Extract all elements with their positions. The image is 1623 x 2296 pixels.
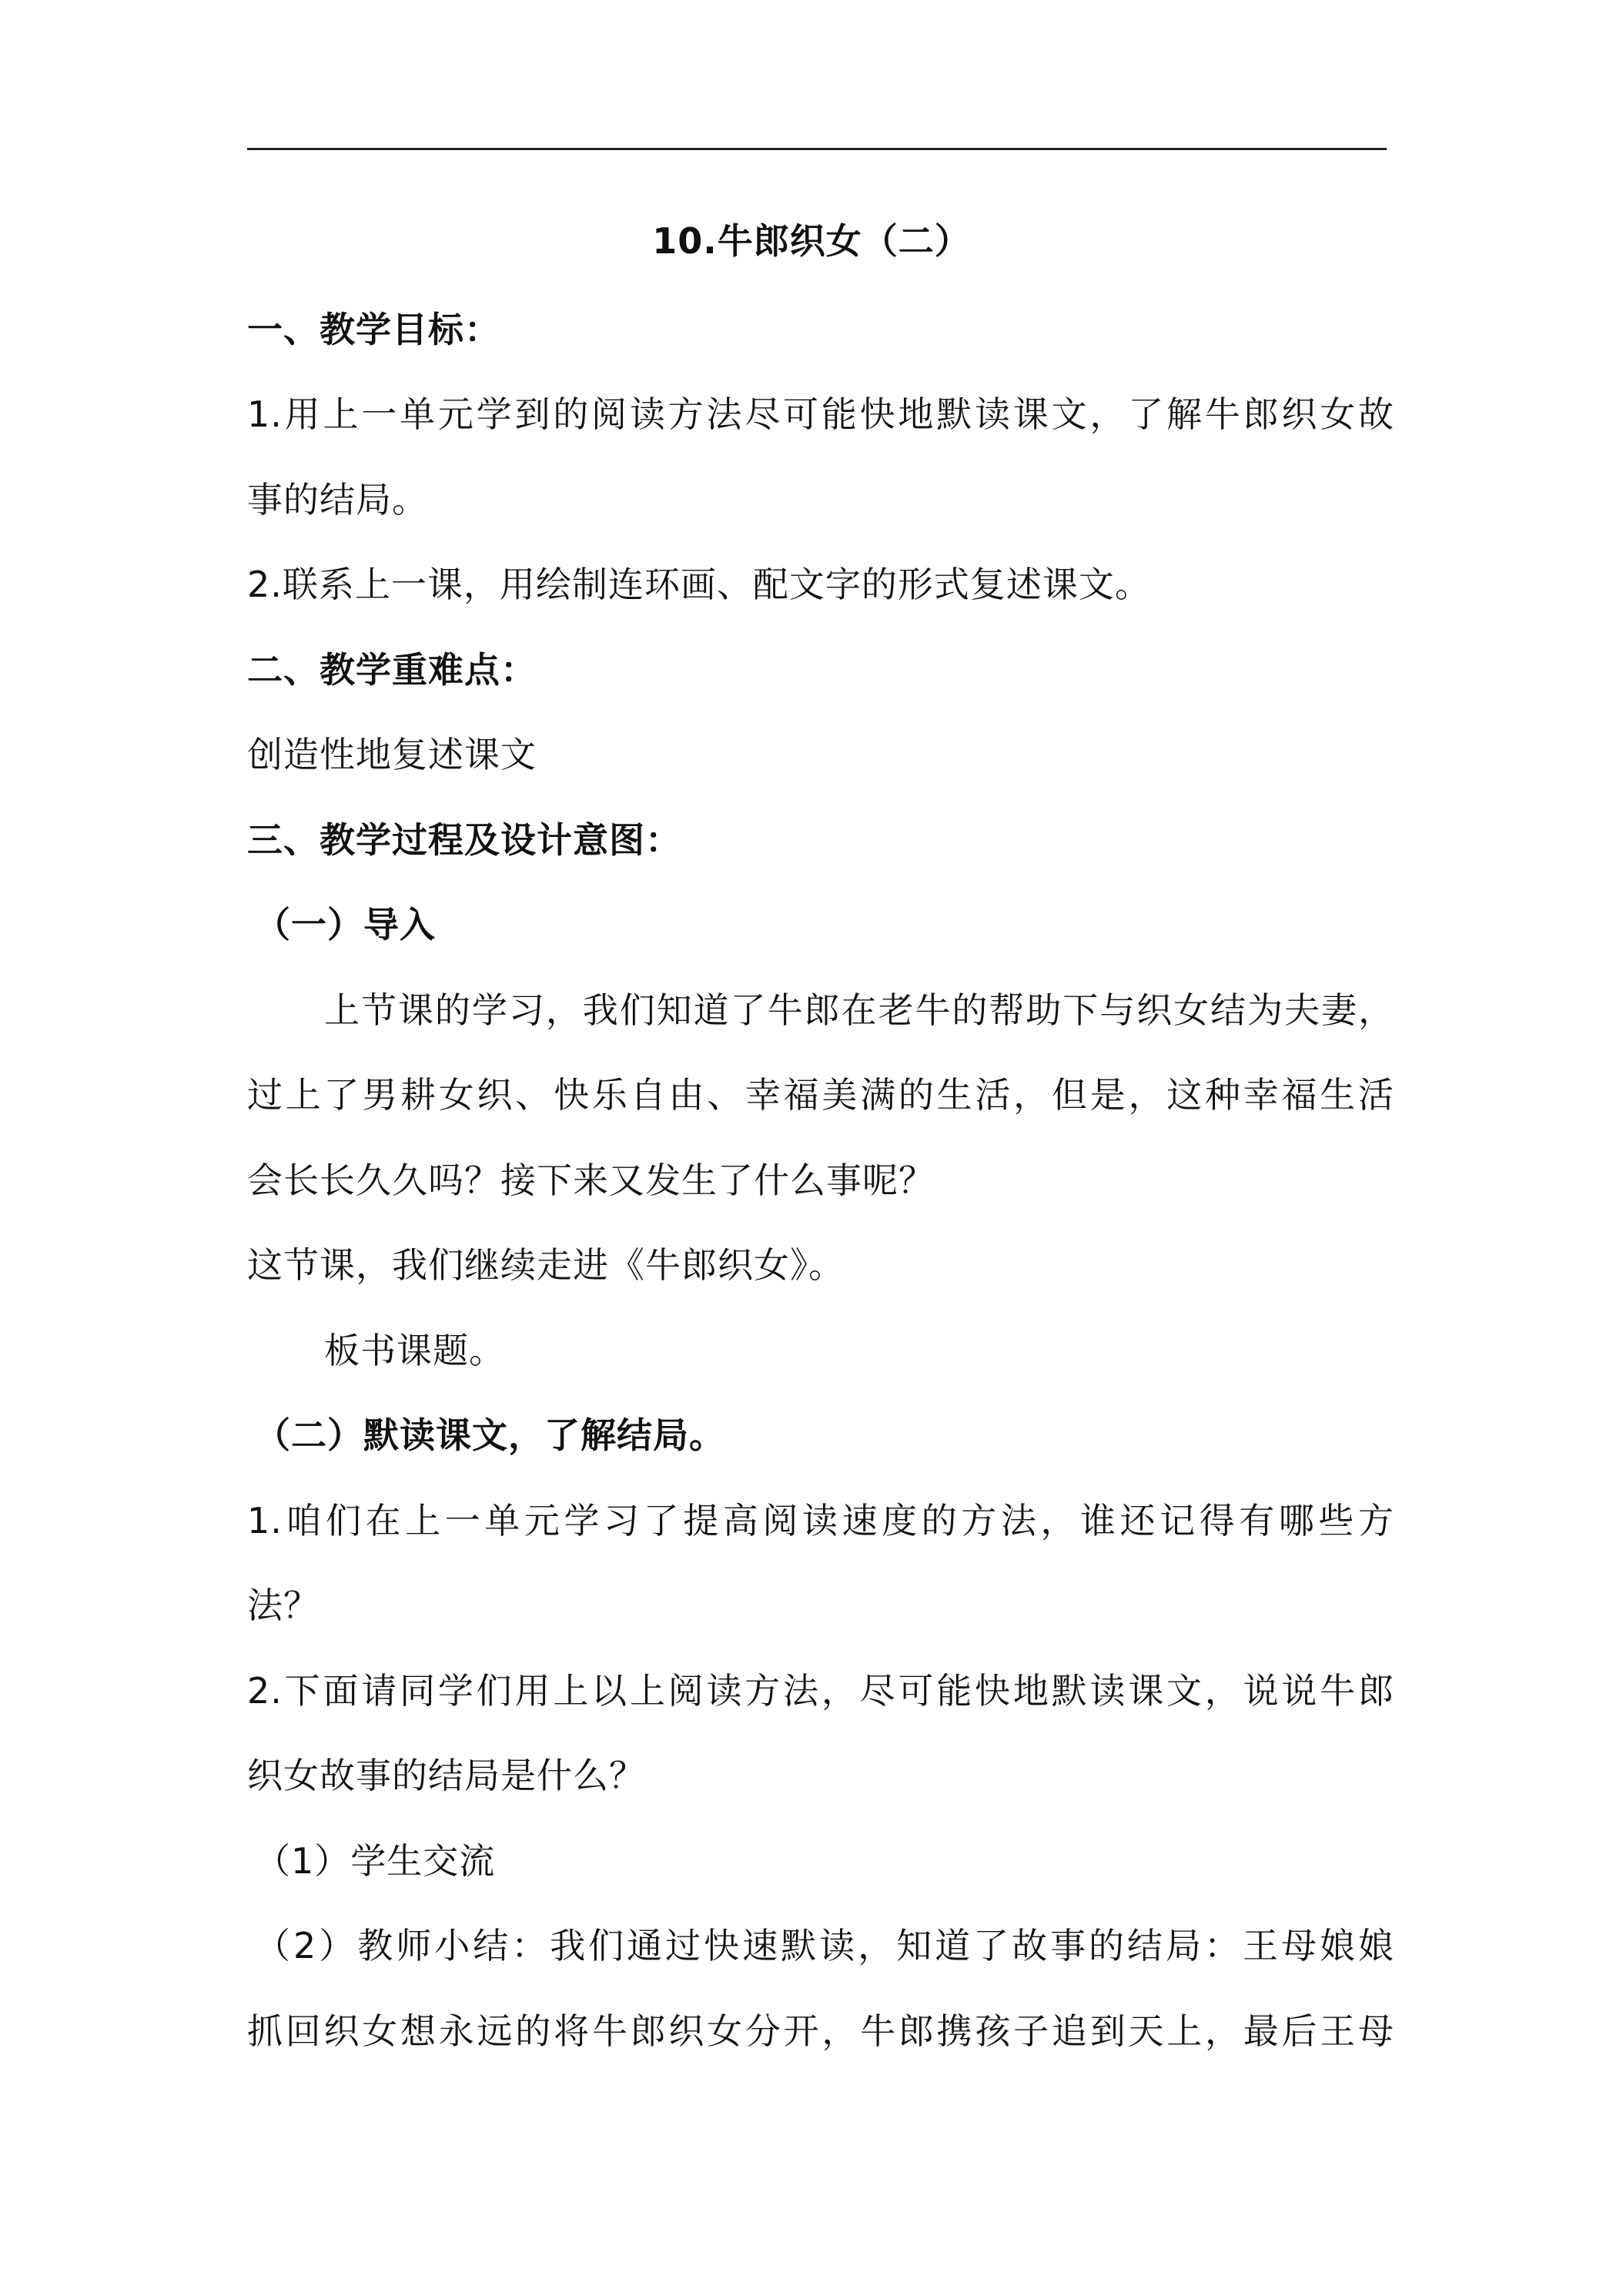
section1-item2: 2.联系上一课，用绘制连环画、配文字的形式复述课文。 <box>247 564 1151 605</box>
part2-sub2-line2: 抓回织女想永远的将牛郎织女分开，牛郎携孩子追到天上，最后王母 <box>247 2010 1394 2052</box>
part2-item2-line2: 织女故事的结局是什么？ <box>247 1755 645 1796</box>
part2-item1-line2: 法？ <box>247 1585 320 1626</box>
section2-heading: 二、教学重难点： <box>247 649 537 691</box>
part2-heading: （二）默读课文，了解结局。 <box>255 1414 725 1456</box>
section1-item1-line1: 1.用上一单元学到的阅读方法尽可能快地默读课文，了解牛郎织女故 <box>247 393 1394 435</box>
part1-para1-line1: 上节课的学习，我们知道了牛郎在老牛的帮助下与织女结为夫妻， <box>324 989 1394 1031</box>
part2-sub1: （1）学生交流 <box>255 1840 496 1882</box>
section3-heading: 三、教学过程及设计意图： <box>247 819 681 861</box>
part2-item2-line1: 2.下面请同学们用上以上阅读方法，尽可能快地默读课文，说说牛郎 <box>247 1670 1394 1712</box>
part2-sub2-line1: （2）教师小结：我们通过快速默读，知道了故事的结局：王母娘娘 <box>255 1925 1394 1966</box>
document-title: 10.牛郎织女（二） <box>652 220 971 262</box>
section1-heading: 一、教学目标： <box>247 309 500 350</box>
part1-para3: 板书课题。 <box>324 1330 505 1371</box>
section1-item1-line2: 事的结局。 <box>247 479 428 520</box>
header-rule <box>247 148 1387 150</box>
part2-item1-line1: 1.咱们在上一单元学习了提高阅读速度的方法，谁还记得有哪些方 <box>247 1500 1394 1541</box>
part1-para1-line3: 会长长久久吗？接下来又发生了什么事呢？ <box>247 1160 935 1201</box>
section2-text: 创造性地复述课文 <box>247 734 537 775</box>
part1-heading: （一）导入 <box>255 904 436 946</box>
part1-para1-line2: 过上了男耕女织、快乐自由、幸福美满的生活，但是，这种幸福生活 <box>247 1074 1394 1116</box>
part1-para2: 这节课，我们继续走进《牛郎织女》。 <box>247 1244 845 1286</box>
